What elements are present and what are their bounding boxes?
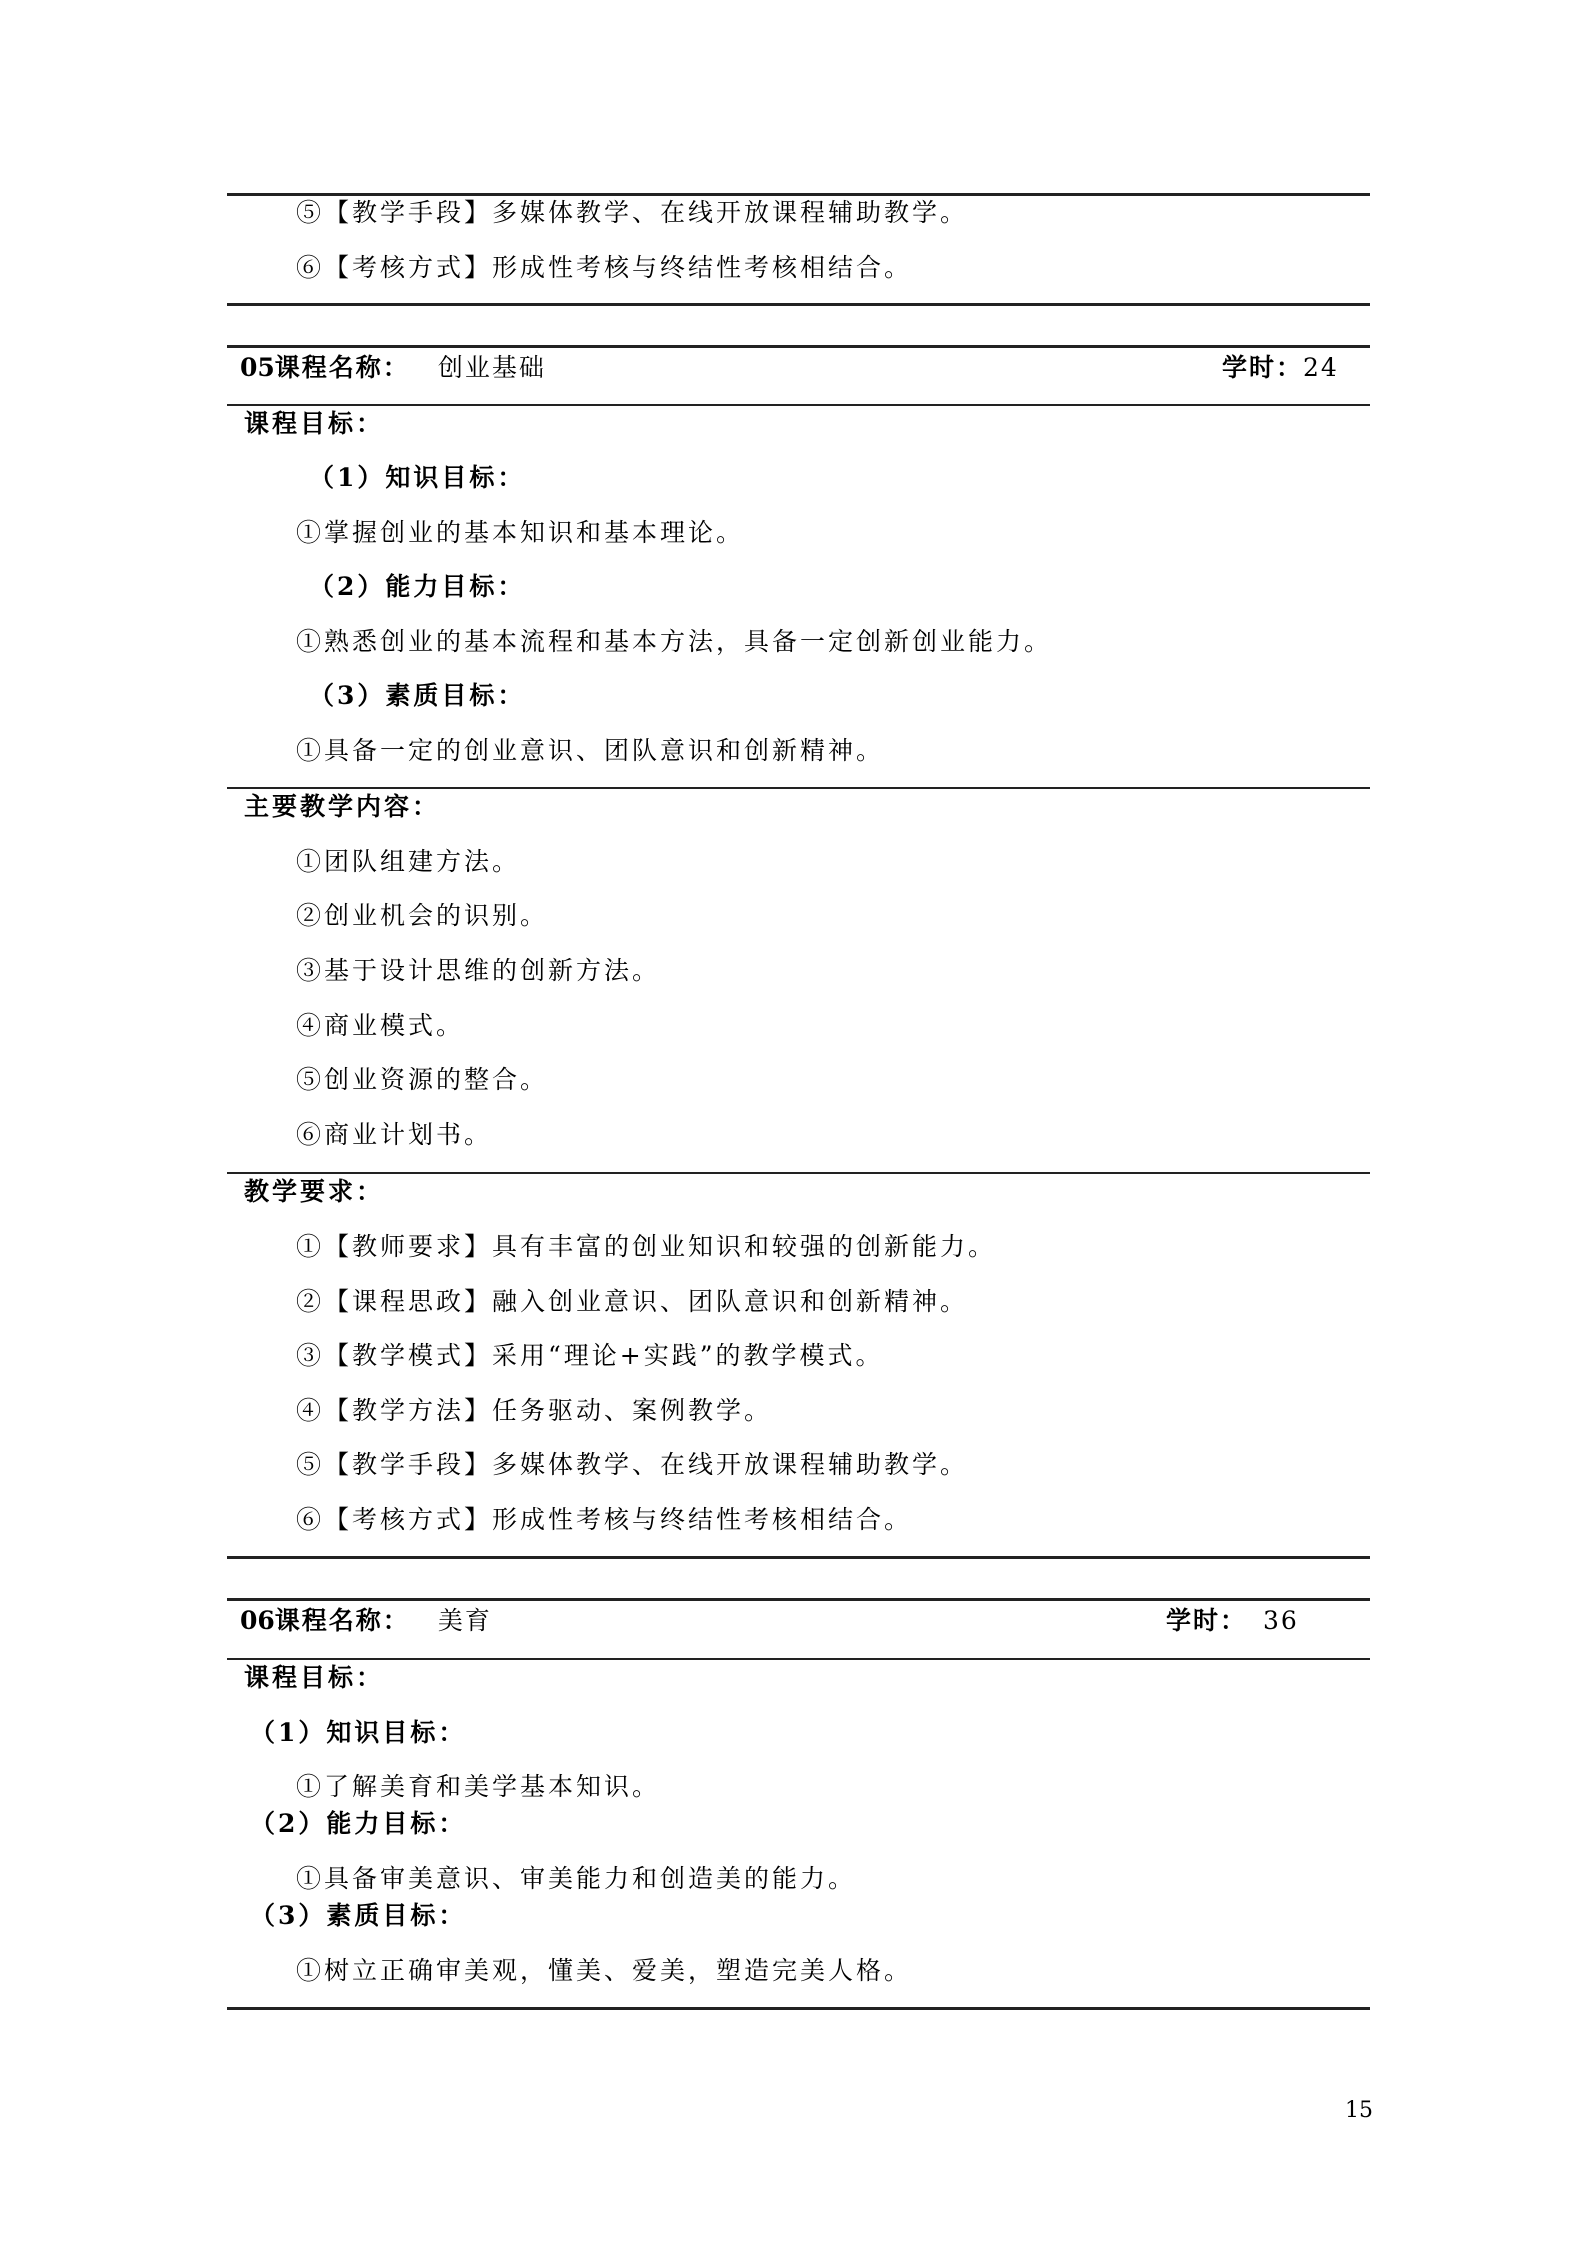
subsection-heading: （1）知识目标： — [250, 1718, 467, 1747]
subsection-heading: （2）能力目标： — [309, 572, 526, 601]
hours-label: 学时： — [1222, 353, 1304, 382]
list-item: ①具备审美意识、审美能力和创造美的能力。 — [296, 1864, 857, 1893]
course-name-label: 课程名称： — [274, 1606, 410, 1635]
list-item: ③【教学模式】采用“理论+实践”的教学模式。 — [296, 1341, 884, 1370]
list-item: ③基于设计思维的创新方法。 — [296, 956, 661, 985]
subsection-heading: （1）知识目标： — [309, 463, 526, 492]
course-name-label: 课程名称： — [274, 353, 410, 382]
section-heading: 课程目标： — [244, 1663, 385, 1692]
divider — [227, 1556, 1370, 1559]
course-number: 05 — [240, 353, 275, 382]
course-title — [240, 1603, 492, 1639]
list-item: ②创业机会的识别。 — [296, 901, 549, 930]
section-heading: 主要教学内容： — [244, 792, 441, 821]
list-item: ①熟悉创业的基本流程和基本方法，具备一定创新创业能力。 — [296, 627, 1053, 656]
divider — [227, 345, 1370, 348]
hours-label: 学时： — [1166, 1606, 1248, 1635]
divider — [227, 2007, 1370, 2010]
course-hours — [1166, 1603, 1299, 1639]
subsection-heading: （2）能力目标： — [250, 1809, 467, 1838]
list-item: ①掌握创业的基本知识和基本理论。 — [296, 518, 745, 547]
list-item: ⑥【考核方式】形成性考核与终结性考核相结合。 — [296, 253, 913, 282]
list-item: ⑤【教学手段】多媒体教学、在线开放课程辅助教学。 — [296, 198, 969, 227]
list-item: ①树立正确审美观，懂美、爱美，塑造完美人格。 — [296, 1956, 913, 1985]
course-name: 美育 — [437, 1606, 492, 1635]
section-heading: 教学要求： — [244, 1177, 385, 1206]
divider — [227, 404, 1370, 406]
course-hours — [1222, 350, 1339, 386]
list-item: ①了解美育和美学基本知识。 — [296, 1772, 661, 1801]
course-name: 创业基础 — [437, 353, 546, 382]
page-number: 15 — [1345, 2098, 1373, 2123]
divider — [227, 1598, 1370, 1601]
list-item: ①团队组建方法。 — [296, 847, 521, 876]
list-item: ⑥商业计划书。 — [296, 1120, 493, 1149]
divider — [227, 303, 1370, 306]
course-title — [240, 350, 546, 386]
list-item: ④【教学方法】任务驱动、案例教学。 — [296, 1396, 773, 1425]
list-item: ②【课程思政】融入创业意识、团队意识和创新精神。 — [296, 1287, 969, 1316]
divider — [227, 1658, 1370, 1660]
list-item: ①【教师要求】具有丰富的创业知识和较强的创新能力。 — [296, 1232, 997, 1261]
list-item: ⑤创业资源的整合。 — [296, 1065, 549, 1094]
section-heading: 课程目标： — [244, 409, 385, 438]
list-item: ⑥【考核方式】形成性考核与终结性考核相结合。 — [296, 1505, 913, 1534]
list-item: ⑤【教学手段】多媒体教学、在线开放课程辅助教学。 — [296, 1450, 969, 1479]
divider — [227, 1172, 1370, 1174]
hours-value: 24 — [1303, 353, 1339, 382]
list-item: ④商业模式。 — [296, 1011, 465, 1040]
hours-value: 36 — [1263, 1606, 1299, 1635]
subsection-heading: （3）素质目标： — [309, 681, 526, 710]
course-number: 06 — [240, 1606, 275, 1635]
subsection-heading: （3）素质目标： — [250, 1901, 467, 1930]
list-item: ①具备一定的创业意识、团队意识和创新精神。 — [296, 736, 885, 765]
